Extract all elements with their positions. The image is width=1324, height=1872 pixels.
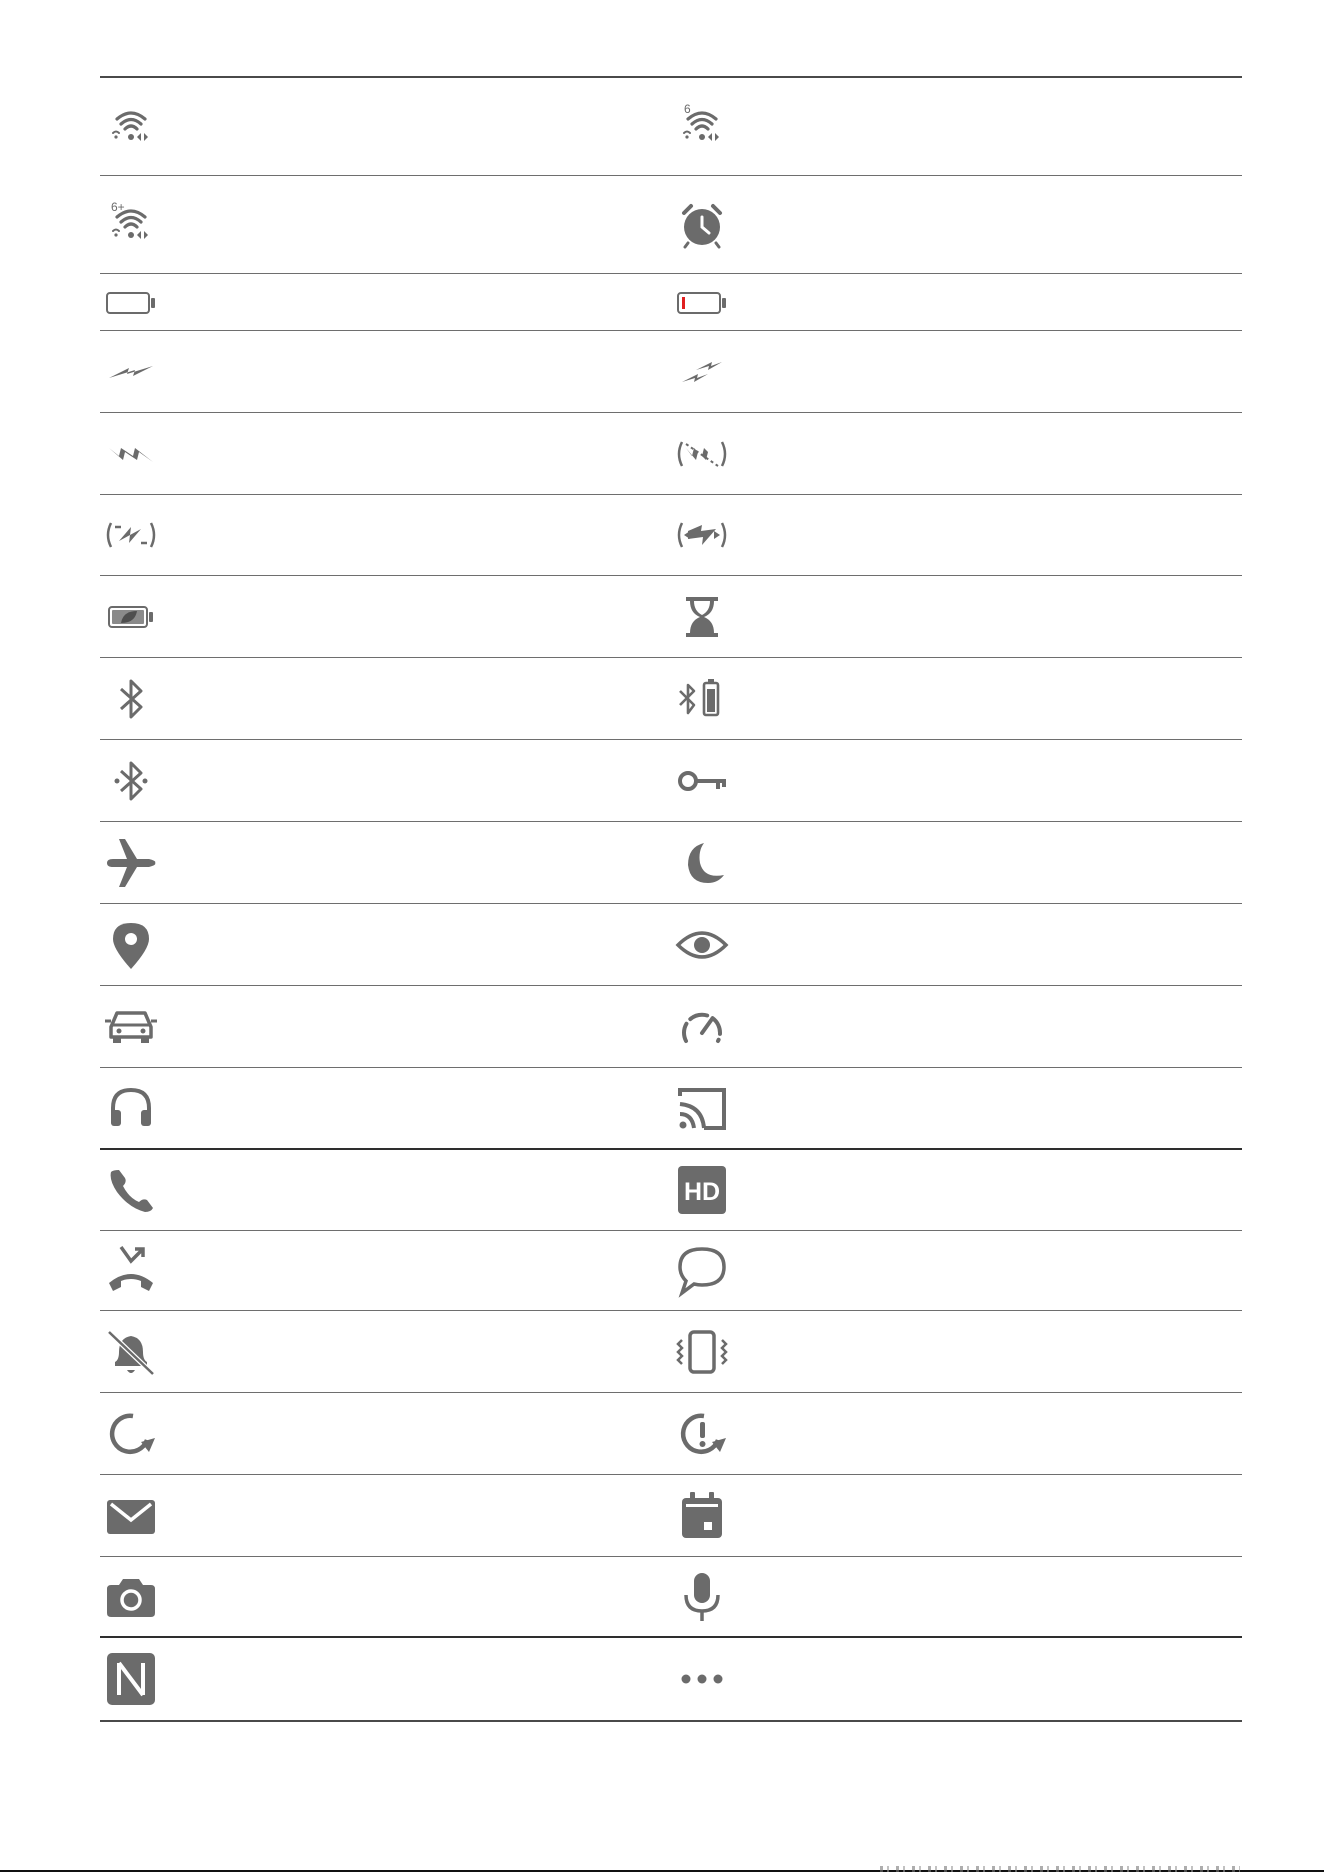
table-row xyxy=(100,1557,1242,1638)
table-cell-left xyxy=(100,1557,674,1636)
table-cell-right xyxy=(674,176,1245,273)
table-cell-left xyxy=(100,1068,674,1148)
table-cell-right xyxy=(674,904,1245,985)
headphones-icon xyxy=(103,1080,159,1136)
table-cell-right xyxy=(674,413,1245,494)
table-cell-left xyxy=(100,904,674,985)
airplane-icon xyxy=(103,835,159,891)
phone-call-icon xyxy=(103,1162,159,1218)
table-row xyxy=(100,495,1242,576)
table-row xyxy=(100,822,1242,904)
table-cell-right xyxy=(674,1068,1245,1148)
more-dots-icon xyxy=(674,1651,730,1707)
table-cell-right xyxy=(674,1557,1245,1636)
status-icon-table xyxy=(100,76,1242,1722)
eye-icon xyxy=(674,917,730,973)
missed-call-icon xyxy=(103,1243,159,1299)
table-row xyxy=(100,1150,1242,1231)
hourglass-icon xyxy=(674,589,730,645)
table-cell-left xyxy=(100,1638,674,1720)
charging-icon xyxy=(103,344,159,400)
table-row xyxy=(100,176,1242,274)
hd-icon xyxy=(674,1162,730,1218)
camera-icon xyxy=(103,1569,159,1625)
table-row xyxy=(100,78,1242,176)
syncing-icon xyxy=(103,1406,159,1462)
battery-empty-icon xyxy=(103,274,159,330)
table-cell-left xyxy=(100,1231,674,1310)
svg-text:6: 6 xyxy=(684,101,691,116)
table-cell-left xyxy=(100,413,674,494)
alarm-clock-icon xyxy=(674,197,730,253)
speedometer-icon xyxy=(674,999,730,1055)
table-row xyxy=(100,740,1242,822)
table-cell-right xyxy=(674,740,1245,821)
fast-charging-icon xyxy=(103,426,159,482)
table-cell-right xyxy=(674,1150,1245,1230)
cast-screen-icon xyxy=(674,1080,730,1136)
table-cell-right xyxy=(674,986,1245,1067)
table-cell-left xyxy=(100,495,674,575)
table-row xyxy=(100,904,1242,986)
table-cell-right xyxy=(674,576,1245,657)
table-row xyxy=(100,1638,1242,1720)
table-cell-right xyxy=(674,1393,1245,1474)
svg-text:HD: HD xyxy=(683,1178,721,1206)
wifi-6-numbered-icon xyxy=(674,99,730,155)
table-cell-left xyxy=(100,176,674,273)
table-row xyxy=(100,658,1242,740)
table-cell-right xyxy=(674,1311,1245,1392)
table-cell-left xyxy=(100,1475,674,1556)
table-cell-right xyxy=(674,1231,1245,1310)
table-cell-right xyxy=(674,1638,1245,1720)
wifi-6-icon xyxy=(103,99,159,155)
table-cell-left xyxy=(100,576,674,657)
table-cell-left xyxy=(100,274,674,330)
table-cell-right xyxy=(674,331,1245,412)
bluetooth-battery-icon xyxy=(674,671,730,727)
battery-low-icon xyxy=(674,274,730,330)
bluetooth-icon xyxy=(103,671,159,727)
vibrate-icon xyxy=(674,1324,730,1380)
table-row xyxy=(100,1068,1242,1150)
email-icon xyxy=(103,1488,159,1544)
microphone-icon xyxy=(674,1569,730,1625)
location-pin-icon xyxy=(103,917,159,973)
wireless-charging-icon xyxy=(103,507,159,563)
table-cell-left xyxy=(100,658,674,739)
moon-icon xyxy=(674,835,730,891)
table-cell-right xyxy=(674,78,1245,175)
table-cell-left xyxy=(100,740,674,821)
chat-bubble-icon xyxy=(674,1243,730,1299)
reverse-wireless-charging-icon xyxy=(674,507,730,563)
table-cell-right xyxy=(674,822,1245,903)
table-row xyxy=(100,1231,1242,1311)
car-icon xyxy=(103,999,159,1055)
table-row xyxy=(100,986,1242,1068)
bluetooth-connected-icon xyxy=(103,753,159,809)
table-cell-left xyxy=(100,331,674,412)
power-saving-icon xyxy=(103,589,159,645)
table-cell-right xyxy=(674,658,1245,739)
table-cell-left xyxy=(100,986,674,1067)
table-row xyxy=(100,413,1242,495)
vpn-key-icon xyxy=(674,753,730,809)
table-row xyxy=(100,1311,1242,1393)
table-cell-left xyxy=(100,78,674,175)
table-row xyxy=(100,274,1242,331)
wireless-super-charging-icon xyxy=(674,426,730,482)
table-row xyxy=(100,1393,1242,1475)
table-cell-left xyxy=(100,1393,674,1474)
svg-text:6+: 6+ xyxy=(111,199,125,214)
super-charging-icon xyxy=(674,344,730,400)
wifi-6-plus-icon xyxy=(103,197,159,253)
table-row xyxy=(100,1475,1242,1557)
table-cell-left xyxy=(100,822,674,903)
table-cell-left xyxy=(100,1311,674,1392)
table-cell-right xyxy=(674,495,1245,575)
table-row xyxy=(100,576,1242,658)
table-cell-right xyxy=(674,274,1245,330)
sync-failed-icon xyxy=(674,1406,730,1462)
table-cell-left xyxy=(100,1150,674,1230)
calendar-icon xyxy=(674,1488,730,1544)
nfc-icon xyxy=(103,1651,159,1707)
footer-marks xyxy=(880,1866,1240,1872)
table-cell-right xyxy=(674,1475,1245,1556)
table-row xyxy=(100,331,1242,413)
bell-off-icon xyxy=(103,1324,159,1380)
